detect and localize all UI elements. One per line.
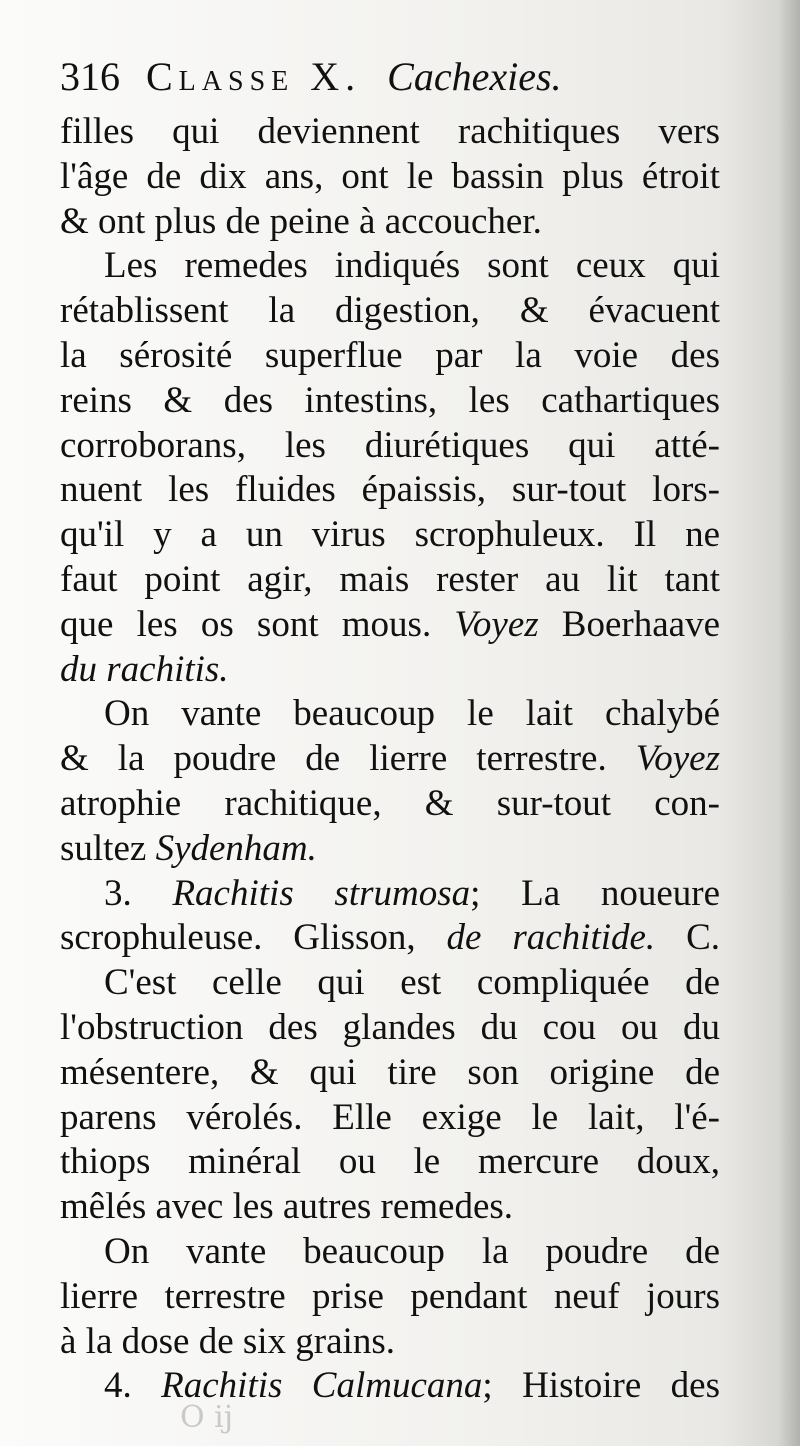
text-line: que les os sont mous. Voyez Boerhaave [60, 603, 720, 645]
text-line: atrophie rachitique, & sur-tout con- [60, 782, 720, 824]
text-line: faut point agir, mais rester au lit tant [60, 558, 720, 600]
text-line: C'est celle qui est compliquée de [104, 962, 720, 1004]
page-number: 316 [60, 54, 120, 99]
text-line: & la poudre de lierre terrestre. Voyez [60, 738, 720, 780]
text-line: 3. Rachitis strumosa; La noueure [104, 872, 720, 914]
text-line: du rachitis. [60, 648, 229, 690]
text-line: mêlés avec les autres remedes. [60, 1186, 514, 1228]
text-line: reins & des intestins, les cathartiques [60, 379, 720, 421]
header-subject: Cachexies. [387, 54, 562, 99]
text-line: nuent les fluides épaissis, sur-tout lors- [60, 469, 720, 511]
text-line: la sérosité superflue par la voie des [60, 334, 720, 376]
text-line: mésentere, & qui tire son origine de [60, 1051, 720, 1093]
text-line: l'âge de dix ans, ont le bassin plus étroit [60, 155, 720, 197]
text-line: sultez Sydenham. [60, 827, 317, 869]
text-block [60, 48, 720, 1409]
text-line: scrophuleuse. Glisson, de rachitide. C. [60, 917, 721, 959]
text-line: lierre terrestre prise pendant neuf jours [60, 1275, 720, 1317]
page-edge-shadow [778, 0, 800, 1446]
text-line: qu'il y a un virus scrophuleux. Il ne [60, 514, 720, 556]
text-line: & ont plus de peine à accoucher. [60, 200, 542, 242]
running-header [60, 48, 720, 106]
text-line: 4. Rachitis Calmucana; Histoire des [104, 1365, 720, 1407]
text-line: On vante beaucoup la poudre de [104, 1230, 720, 1272]
text-line: On vante beaucoup le lait chalybé [104, 693, 720, 735]
text-line: Les remedes indiqués sont ceux qui [104, 245, 720, 287]
text-line: l'obstruction des glandes du cou ou du [60, 1006, 720, 1048]
header-classe: Classe X. [146, 54, 362, 99]
signature-mark: O ij [180, 1400, 234, 1435]
body-text [60, 110, 720, 1409]
text-line: corroborans, les diurétiques qui atté- [60, 424, 720, 466]
text-line: thiops minéral ou le mercure doux, [60, 1141, 720, 1183]
text-line: parens vérolés. Elle exige le lait, l'é- [60, 1096, 720, 1138]
text-line: filles qui deviennent rachitiques vers [60, 111, 720, 152]
text-line: rétablissent la digestion, & évacuent [60, 290, 720, 332]
text-line: à la dose de six grains. [60, 1320, 395, 1362]
